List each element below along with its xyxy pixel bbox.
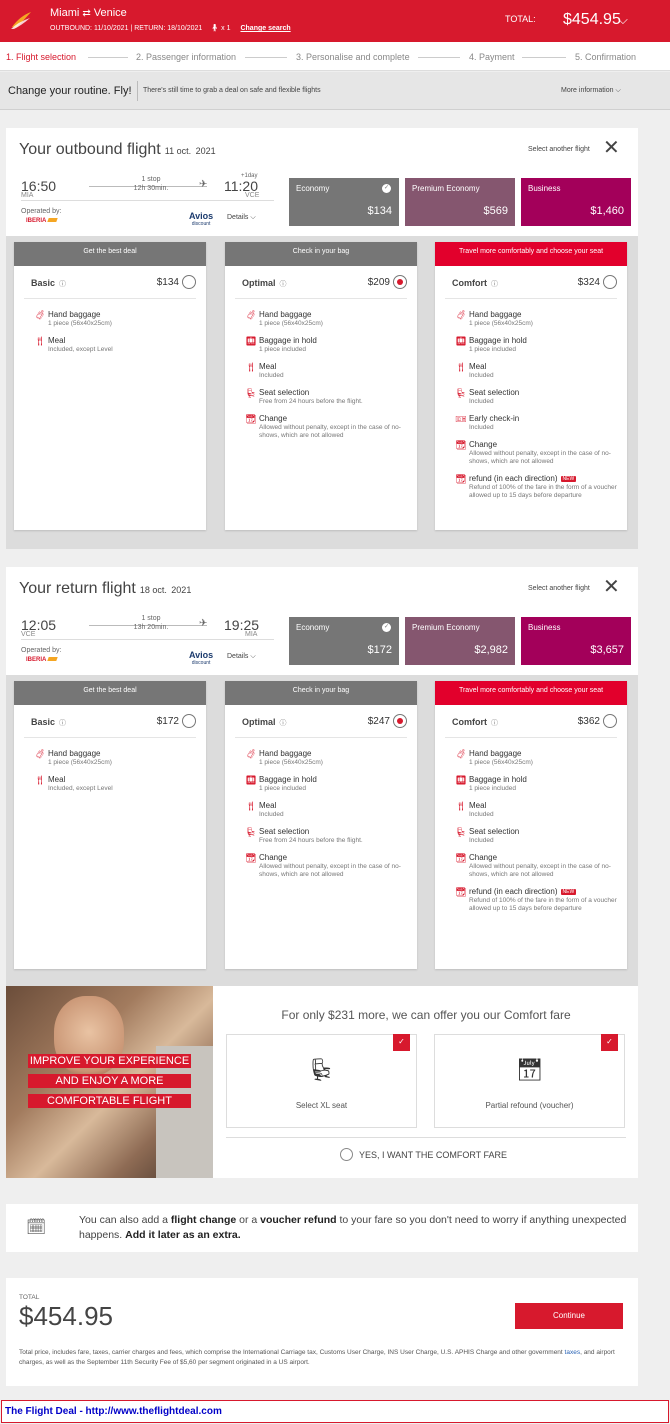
calendar-clock-icon: 📅︎ bbox=[515, 1057, 544, 1082]
total-label: TOTAL bbox=[19, 1294, 40, 1301]
hand-baggage-icon: 🧳︎ bbox=[34, 310, 46, 320]
fare-radio[interactable] bbox=[393, 714, 407, 728]
price-note: Total price, includes fare, taxes, carrier charges and fees, which comprise the International Carriage tax, Customs User Charge, INS User Charge, U.S. APHIS Charge and other government taxes, and airport charges, as well as the September 11th Security Fee of $5,60 per segment originated in a US airport. bbox=[19, 1349, 615, 1366]
fare-price: $324 bbox=[577, 277, 600, 288]
meal-icon: 🍴︎ bbox=[245, 362, 257, 372]
fare-price: $362 bbox=[577, 716, 600, 727]
taxes-link[interactable]: taxes bbox=[564, 1349, 581, 1356]
plane-icon: ✈ bbox=[199, 179, 208, 190]
upsell-photo bbox=[6, 986, 213, 1178]
arrival-time: 19:25 bbox=[224, 617, 260, 633]
continue-button[interactable]: Continue bbox=[515, 1303, 623, 1329]
fare-card-optimal[interactable]: Check in your bag Optimal ⓘ $209 🧳︎ Hand baggage 1 piece (56x40x25cm) 🛄︎ Baggage in hold 1 piece included 🍴︎ Meal Included 💺︎ Seat selection Free from 24 hours before the flight. 📆︎ Change Allowed without penalty, except in the case of no-shows, which are not allowed bbox=[225, 242, 417, 530]
fare-name: Optimal ⓘ bbox=[242, 278, 287, 288]
fare-card-comfort[interactable]: Travel more comfortably and choose your seat Comfort ⓘ $324 🧳︎ Hand baggage 1 piece (56x40x25cm) 🛄︎ Baggage in hold 1 piece included 🍴︎ Meal Included 💺︎ Seat selection Included 🎫︎ Early check-in Included 📆︎ Change Allowed without penalty, except in the case of no-shows, which are not allowed 📆︎ refund (in each direction) NEW Refund of 100% of the fare in the form of a voucher allowed up to 15 days before departure bbox=[435, 242, 627, 530]
fare-banner: Get the best deal bbox=[14, 681, 206, 705]
comfort-upsell bbox=[6, 986, 638, 1178]
fare-banner: Travel more comfortably and choose your seat bbox=[435, 681, 627, 705]
calendar-change-icon: 📆︎ bbox=[455, 853, 467, 863]
calendar-change-icon: 📆︎ bbox=[245, 414, 257, 424]
fare-radio[interactable] bbox=[182, 714, 196, 728]
check-icon: ✓ bbox=[383, 624, 390, 630]
header-total-value[interactable]: $454.95 bbox=[563, 11, 621, 28]
fare-banner: Travel more comfortably and choose your seat bbox=[435, 242, 627, 266]
seat-icon: 💺︎ bbox=[455, 827, 467, 837]
flight-title: Your outbound flight 11 oct. 2021 bbox=[19, 141, 216, 158]
cabin-economy[interactable]: Economy ✓ $134 bbox=[289, 178, 399, 226]
flight-summary bbox=[6, 567, 638, 675]
fare-banner: Get the best deal bbox=[14, 242, 206, 266]
select-another-flight-link[interactable]: Select another flight bbox=[528, 585, 590, 592]
top-bar bbox=[0, 0, 670, 42]
hold-baggage-icon: 🛄︎ bbox=[245, 336, 257, 346]
route-summary: Miami ⇄ Venice bbox=[50, 7, 127, 19]
check-flag-icon: ✓ bbox=[393, 1034, 410, 1051]
fare-price: $172 bbox=[156, 716, 179, 727]
progress-steps bbox=[0, 42, 670, 71]
flight-summary bbox=[6, 128, 638, 236]
fare-price: $247 bbox=[367, 716, 390, 727]
upsell-line-1: IMPROVE YOUR EXPERIENCE bbox=[29, 1055, 190, 1067]
info-icon[interactable]: ⓘ bbox=[279, 720, 287, 727]
info-icon[interactable]: ⓘ bbox=[491, 281, 498, 288]
step-passenger-information: 2. Passenger information bbox=[136, 52, 237, 62]
airline-logo: IBERIA bbox=[26, 657, 57, 663]
fare-card-basic[interactable]: Get the best deal Basic ⓘ $134 🧳︎ Hand baggage 1 piece (56x40x25cm) 🍴︎ Meal Included, except Level bbox=[14, 242, 206, 530]
cabin-premium-economy[interactable]: Premium Economy $569 bbox=[405, 178, 515, 226]
step-flight-selection: 1. Flight selection bbox=[6, 52, 77, 62]
fare-card-comfort[interactable]: Travel more comfortably and choose your seat Comfort ⓘ $362 🧳︎ Hand baggage 1 piece (56x40x25cm) 🛄︎ Baggage in hold 1 piece included 🍴︎ Meal Included 💺︎ Seat selection Included 📆︎ Change Allowed without penalty, except in the case of no-shows, which are not allowed 📆︎ refund (in each direction) NEW Refund of 100% of the fare in the form of a voucher allowed up to 15 days before departure bbox=[435, 681, 627, 969]
hold-baggage-icon: 🛄︎ bbox=[455, 775, 467, 785]
select-another-flight-link[interactable]: Select another flight bbox=[528, 146, 590, 153]
promo-banner bbox=[0, 72, 670, 110]
swap-icon: ⇄ bbox=[82, 8, 91, 19]
hand-baggage-icon: 🧳︎ bbox=[34, 749, 46, 759]
airline-logo: IBERIA bbox=[26, 218, 57, 224]
seat-icon: 💺︎ bbox=[455, 388, 467, 398]
flight-section bbox=[6, 567, 638, 987]
details-toggle[interactable]: Details ⌵ bbox=[227, 214, 256, 221]
promo-title: Change your routine. Fly! bbox=[8, 85, 132, 97]
plus-day: +1day bbox=[241, 173, 258, 179]
operated-by: Operated by: bbox=[21, 647, 62, 654]
arrival-airport: VCE bbox=[245, 192, 260, 199]
departure-airport: MIA bbox=[21, 192, 34, 199]
calendar-change-icon: 📆︎ bbox=[455, 440, 467, 450]
seat-icon: 💺︎ bbox=[307, 1057, 336, 1082]
meal-icon: 🍴︎ bbox=[34, 775, 46, 785]
total-panel bbox=[6, 1278, 638, 1386]
info-icon[interactable]: ⓘ bbox=[59, 281, 67, 288]
operated-by: Operated by: bbox=[21, 208, 62, 215]
ticket-icon: 🎫︎ bbox=[455, 414, 467, 424]
fare-radio[interactable] bbox=[182, 275, 196, 289]
fare-banner: Check in your bag bbox=[225, 242, 417, 266]
fare-name: Basic ⓘ bbox=[31, 717, 67, 727]
header-total-label: TOTAL: bbox=[505, 14, 536, 24]
seat-icon: 💺︎ bbox=[245, 388, 257, 398]
info-icon[interactable]: ⓘ bbox=[279, 281, 287, 288]
fare-card-basic[interactable]: Get the best deal Basic ⓘ $172 🧳︎ Hand baggage 1 piece (56x40x25cm) 🍴︎ Meal Included, except Level bbox=[14, 681, 206, 969]
xl-seat-option bbox=[226, 1034, 417, 1128]
departure-time: 12:05 bbox=[21, 617, 57, 633]
upsell-heading: For only $231 more, we can offer you our Comfort fare bbox=[281, 1008, 571, 1022]
fare-banner: Check in your bag bbox=[225, 681, 417, 705]
fare-radio[interactable] bbox=[603, 275, 617, 289]
details-toggle[interactable]: Details ⌵ bbox=[227, 653, 256, 660]
hand-baggage-icon: 🧳︎ bbox=[245, 310, 257, 320]
fare-radio[interactable] bbox=[603, 714, 617, 728]
change-search-link[interactable]: Change search bbox=[240, 25, 291, 32]
info-icon[interactable]: ⓘ bbox=[59, 720, 67, 727]
plane-icon: ✈ bbox=[199, 618, 208, 629]
partial-refund-option bbox=[434, 1034, 625, 1128]
check-icon: ✓ bbox=[383, 185, 390, 191]
info-icon[interactable]: ⓘ bbox=[491, 720, 498, 727]
departure-time: 16:50 bbox=[21, 178, 57, 194]
stops-info: 1 stop 13h 20min. bbox=[133, 615, 169, 631]
check-flag-icon: ✓ bbox=[601, 1034, 618, 1051]
chevron-down-icon[interactable]: ⌵ bbox=[618, 12, 628, 27]
flight-section bbox=[6, 128, 638, 549]
iberia-logo-icon bbox=[10, 10, 32, 30]
hold-baggage-icon: 🛄︎ bbox=[455, 336, 467, 346]
fare-name: Comfort ⓘ bbox=[452, 717, 498, 727]
close-icon[interactable]: ✕ bbox=[603, 576, 620, 598]
fare-price: $209 bbox=[367, 277, 390, 288]
partial-refund-label: Partial refound (voucher) bbox=[485, 1101, 574, 1110]
fare-price: $134 bbox=[156, 277, 179, 288]
extras-text: You can also add a flight change or a voucher refund to your fare so you don't need to worry if anything unexpected happens. Add it later as an extra. bbox=[79, 1214, 627, 1241]
meal-icon: 🍴︎ bbox=[34, 336, 46, 346]
stops-info: 1 stop 12h 30min. bbox=[133, 176, 169, 192]
radio-icon[interactable] bbox=[340, 1148, 353, 1161]
meal-icon: 🍴︎ bbox=[455, 362, 467, 372]
cabin-business[interactable]: Business $3,657 bbox=[521, 617, 631, 665]
step-personalise: 3. Personalise and complete bbox=[296, 52, 410, 62]
fare-name: Optimal ⓘ bbox=[242, 717, 287, 727]
avios-discount-badge: Avios discount bbox=[189, 650, 214, 666]
cabin-economy[interactable]: Economy ✓ $172 bbox=[289, 617, 399, 665]
meal-icon: 🍴︎ bbox=[245, 801, 257, 811]
calendar-refund-icon: 📆︎ bbox=[455, 474, 467, 484]
close-icon[interactable]: ✕ bbox=[603, 137, 620, 159]
trip-dates: OUTBOUND: 11/10/2021 | RETURN: 18/10/2021 🧍︎ x 1 Change search bbox=[50, 25, 291, 32]
upsell-line-3: COMFORTABLE FLIGHT bbox=[28, 1094, 191, 1108]
departure-airport: VCE bbox=[21, 631, 36, 638]
calendar-refund-icon: 📆︎ bbox=[455, 887, 467, 897]
comfort-fare-radio[interactable]: YES, I WANT THE COMFORT FARE bbox=[340, 1148, 507, 1161]
footer-credit[interactable]: The Flight Deal - http://www.theflightdeal.com bbox=[1, 1400, 669, 1423]
arrival-airport: MIA bbox=[245, 631, 258, 638]
calendar-clock-icon: 🗓︎ bbox=[26, 1219, 47, 1236]
step-payment: 4. Payment bbox=[469, 52, 515, 62]
arrival-time: 11:20 bbox=[224, 178, 258, 194]
total-value: $454.95 bbox=[19, 1301, 113, 1331]
fare-card-optimal[interactable]: Check in your bag Optimal ⓘ $247 🧳︎ Hand baggage 1 piece (56x40x25cm) 🛄︎ Baggage in hold 1 piece included 🍴︎ Meal Included 💺︎ Seat selection Free from 24 hours before the flight. 📆︎ Change Allowed without penalty, except in the case of no-shows, which are not allowed bbox=[225, 681, 417, 969]
avios-discount-badge: Avios discount bbox=[189, 211, 214, 227]
more-information-link[interactable]: More information ⌵ bbox=[561, 87, 621, 94]
xl-seat-label: Select XL seat bbox=[295, 1101, 348, 1110]
fare-name: Basic ⓘ bbox=[31, 278, 67, 288]
flight-title: Your return flight 18 oct. 2021 bbox=[19, 580, 192, 597]
cabin-premium-economy[interactable]: Premium Economy $2,982 bbox=[405, 617, 515, 665]
seat-icon: 💺︎ bbox=[245, 827, 257, 837]
cabin-business[interactable]: Business $1,460 bbox=[521, 178, 631, 226]
new-badge: NEW bbox=[562, 889, 575, 895]
upsell-line-2: AND ENJOY A MORE bbox=[28, 1074, 191, 1088]
passenger-count: 🧍︎ x 1 bbox=[210, 25, 231, 32]
meal-icon: 🍴︎ bbox=[455, 801, 467, 811]
calendar-change-icon: 📆︎ bbox=[245, 853, 257, 863]
hand-baggage-icon: 🧳︎ bbox=[245, 749, 257, 759]
extras-info bbox=[6, 1204, 638, 1252]
step-confirmation: 5. Confirmation bbox=[575, 52, 637, 62]
fare-radio[interactable] bbox=[393, 275, 407, 289]
hand-baggage-icon: 🧳︎ bbox=[455, 310, 467, 320]
new-badge: NEW bbox=[562, 476, 575, 482]
hand-baggage-icon: 🧳︎ bbox=[455, 749, 467, 759]
hold-baggage-icon: 🛄︎ bbox=[245, 775, 257, 785]
promo-text: There's still time to grab a deal on safe and flexible flights bbox=[143, 87, 321, 94]
fare-name: Comfort ⓘ bbox=[452, 278, 498, 288]
